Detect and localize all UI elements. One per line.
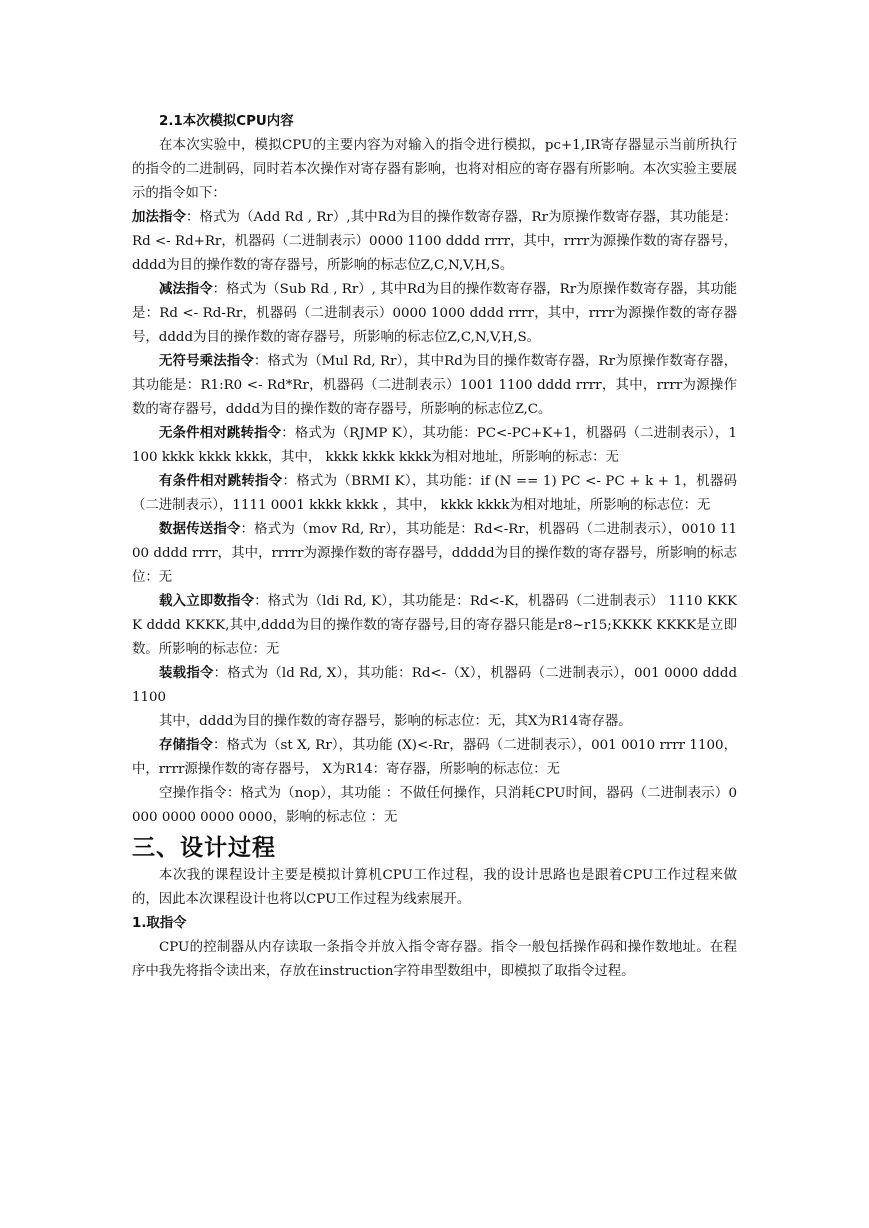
instruction-desc: ：格式为（RJMP K），其功能：PC<-PC+K+1，机器码（二进制表示），1100 kkkk kkkk kkkk，其中， kkkk kkkk kkkk为相对地址，所影响的标志：无 <box>132 426 737 465</box>
chapter-3-intro: 本次我的课程设计主要是模拟计算机CPU工作过程，我的设计思路也是跟着CPU工作过程来做的，因此本次课程设计也将以CPU工作过程为线索展开。 <box>132 868 737 907</box>
instruction-name: 载入立即数指令 <box>159 594 255 609</box>
instruction-ldi <box>132 590 737 662</box>
instruction-name: 无符号乘法指令 <box>159 354 254 369</box>
instruction-name: 加法指令 <box>132 210 186 225</box>
instruction-ld <box>132 662 737 710</box>
instruction-desc: ：格式为（st X, Rr），其功能 (X)<-Rr，器码（二进制表示），001 0010 rrrr 1100，中，rrrr源操作数的寄存器号， X为R14：寄存器，所影响的标志位：无 <box>132 738 737 777</box>
step-1-text: CPU的控制器从内存读取一条指令并放入指令寄存器。指令一般包括操作码和操作数地址。在程序中我先将指令读出来，存放在instruction字符串型数组中，即模拟了取指令过程。 <box>132 940 737 979</box>
instruction-mul <box>132 350 737 422</box>
section-2-1-title: 2.1本次模拟CPU内容 <box>159 114 294 129</box>
section-2-1-intro: 在本次实验中，模拟CPU的主要内容为对输入的指令进行模拟，pc+1,IR寄存器显示当前所执行的指令的二进制码，同时若本次操作对寄存器有影响，也将对相应的寄存器有所影响。本次实验主要展示的指令如下： <box>132 138 737 201</box>
instruction-st <box>132 734 737 782</box>
instruction-rjmp <box>132 422 737 470</box>
instruction-name: 无条件相对跳转指令 <box>159 426 282 441</box>
instruction-nop: 空操作指令：格式为（nop），其功能 ：不做任何操作，只消耗CPU时间，器码（二进制表示）0000 0000 0000 0000，影响的标志位 ：无 <box>132 786 737 825</box>
instruction-desc: ：格式为（ldi Rd, K），其功能是：Rd<-K，机器码（二进制表示） 1110 KKKK dddd KKKK,其中,dddd为目的操作数的寄存器号,目的寄存器只能是r8~r15;KKKK KKKK是立即数。所影响的标志位：无 <box>132 594 738 657</box>
instruction-desc: ：格式为（Sub Rd , Rr）, 其中Rd为目的操作数寄存器，Rr为原操作数寄存器，其功能是：Rd <- Rd-Rr，机器码（二进制表示）0000 1000 dddd rrrr，其中，rrrr为源操作数的寄存器号，dddd为目的操作数的寄存器号，所影响的标志位Z,C,N,V,H,S。 <box>132 282 738 345</box>
instruction-desc: ：格式为（Mul Rd, Rr），其中Rd为目的操作数寄存器，Rr为原操作数寄存器，其功能是：R1:R0 <- Rd*Rr，机器码（二进制表示）1001 1100 dddd rrrr，其中，rrrr为源操作数的寄存器号，dddd为目的操作数的寄存器号，所影响的标志位Z,C。 <box>132 354 738 417</box>
instruction-name: 装载指令 <box>159 666 214 681</box>
instruction-name: 存储指令 <box>159 738 213 753</box>
instruction-desc: ：格式为（Add Rd , Rr）,其中Rd为目的操作数寄存器，Rr为原操作数寄存器，其功能是：Rd <- Rd+Rr，机器码（二进制表示）0000 1100 dddd rrrr，其中，rrrr为源操作数的寄存器号，dddd为目的操作数的寄存器号，所影响的标志位Z,C,N,V,H,S。 <box>132 210 737 273</box>
instruction-sub <box>132 278 737 350</box>
step-1-title: 1.取指令 <box>132 916 187 931</box>
instruction-brmi <box>132 470 737 518</box>
instruction-name: 数据传送指令 <box>159 522 241 537</box>
instruction-add <box>132 206 737 278</box>
chapter-3-title: 三、设计过程 <box>132 835 276 861</box>
instruction-mov <box>132 518 737 590</box>
instruction-name: 减法指令 <box>159 282 213 297</box>
instruction-desc: ：格式为（BRMI K），其功能：if (N == 1) PC <- PC + k + 1，机器码（二进制表示），1111 0001 kkkk kkkk ，其中， kkkk kkkk为相对地址，所影响的标志位：无 <box>132 474 737 513</box>
instruction-name: 有条件相对跳转指令 <box>159 474 283 489</box>
load-note: 其中，dddd为目的操作数的寄存器号，影响的标志位：无，其X为R14寄存器。 <box>159 714 632 729</box>
instruction-desc: ：格式为（mov Rd, Rr），其功能是：Rd<-Rr，机器码（二进制表示），0010 1100 dddd rrrr，其中，rrrrr为源操作数的寄存器号，ddddd为目的操作数的寄存器号，所影响的标志位：无 <box>132 522 737 585</box>
instruction-desc: ：格式为（ld Rd, X），其功能：Rd<-（X），机器码（二进制表示），001 0000 dddd 1100 <box>132 666 738 705</box>
